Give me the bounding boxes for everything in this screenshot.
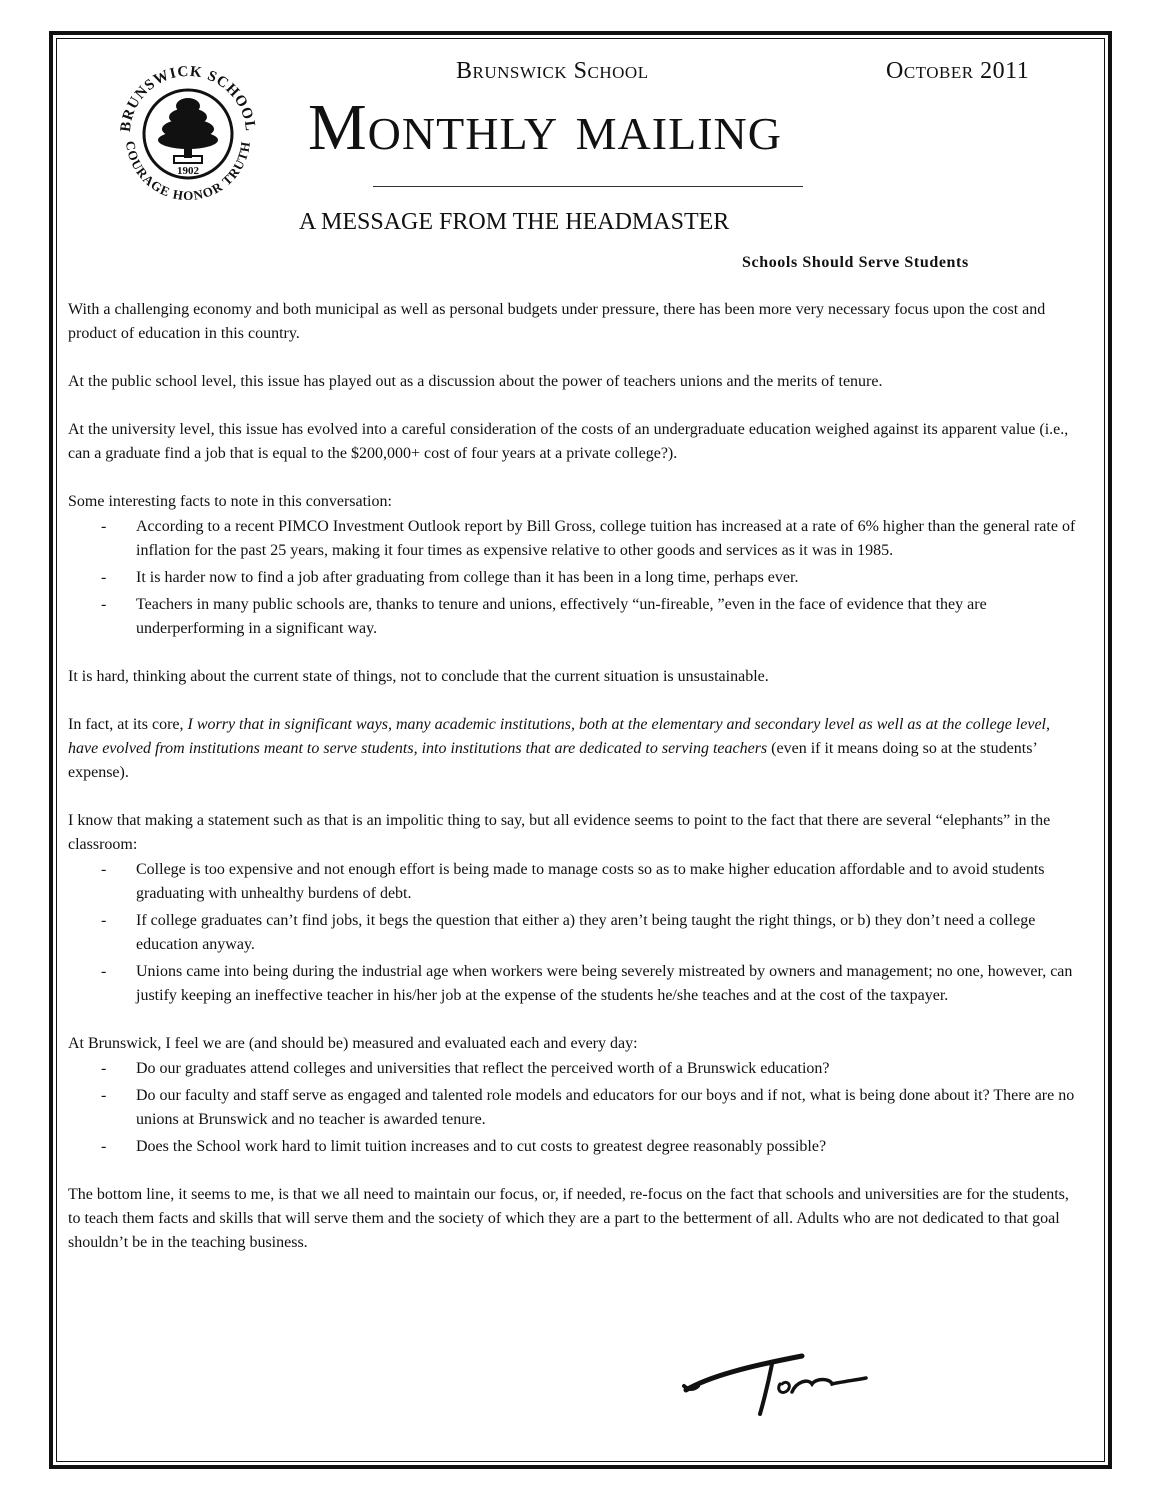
- list-item: - Does the School work hard to limit tuition increases and to cut costs to greatest degree reasonably possible?: [68, 1135, 1080, 1159]
- paragraph: At Brunswick, I feel we are (and should be) measured and evaluated each and every day:: [68, 1035, 638, 1052]
- school-seal-icon: [108, 54, 268, 214]
- paragraph: At the university level, this issue has evolved into a careful consideration of the costs of an undergraduate education weighed against its apparent value (i.e., can a graduate find a job that is equal to the $200,000+ cost of four years at a private college?).: [68, 421, 1069, 462]
- seal-year: 1902: [177, 165, 199, 177]
- list-item: - If college graduates can’t find jobs, it begs the question that either a) they aren’t being taught the right things, or b) they don’t need a college education anyway.: [68, 909, 1080, 957]
- paragraph: In fact, at its core, I worry that in significant ways, many academic institutions, both at the elementary and secondary level as well as at the college level, have evolved from institutions meant to serve students, into institutions that are dedicated to serving teachers (even if it means doing so at the students’ expense).: [68, 716, 1050, 781]
- list-item: - Teachers in many public schools are, thanks to tenure and unions, effectively “un-fireable, ”even in the face of evidence that they are underperforming in a significant way.: [68, 593, 1080, 641]
- signature: [680, 1334, 880, 1424]
- letter-body: [68, 298, 1080, 1279]
- bullet-dash: -: [101, 963, 107, 980]
- facts-list: [68, 515, 1080, 641]
- seal-bottom-text: COURAGE HONOR TRUTH: [122, 139, 254, 204]
- bullet-dash: -: [101, 518, 107, 535]
- bullet-dash: -: [101, 1138, 107, 1155]
- bullet-dash: -: [101, 912, 107, 929]
- list-item: - According to a recent PIMCO Investment Outlook report by Bill Gross, college tuition has increased at a rate of 6% higher than the general rate of inflation for the past 25 years, making it four times as expensive relative to other goods and services as it was in 1985.: [68, 515, 1080, 563]
- list-item: - Do our graduates attend colleges and universities that reflect the perceived worth of a Brunswick education?: [68, 1057, 1080, 1081]
- newsletter-title: Monthly mailing: [308, 91, 782, 164]
- list-item: - College is too expensive and not enough effort is being made to manage costs so as to make higher education affordable and to avoid students graduating with unhealthy burdens of debt.: [68, 858, 1080, 906]
- school-name: Brunswick School: [456, 58, 649, 84]
- issue-date: October 2011: [886, 58, 1030, 84]
- paragraph: The bottom line, it seems to me, is that we all need to maintain our focus, or, if needed, re-focus on the fact that schools and universities are for the students, to teach them facts and skills that will serve them and the society of which they are a part to the betterment of all. Adults who are not dedicated to that goal shouldn’t be in the teaching business.: [68, 1186, 1069, 1251]
- paragraph: With a challenging economy and both municipal as well as personal budgets under pressure, there has been more very necessary focus upon the cost and product of education in this country.: [68, 301, 1046, 342]
- questions-list: [68, 1057, 1080, 1159]
- emphasis-text: I worry that in significant ways, many academic institutions, both at the elementary and secondary level as well as at the college level, have evolved from institutions meant to serve students, into institutions that are dedicated to serving teachers: [68, 716, 1050, 757]
- bullet-dash: -: [101, 1060, 107, 1077]
- bullet-dash: -: [101, 569, 107, 586]
- list-item: - Unions came into being during the industrial age when workers were being severely mistreated by owners and management; no one, however, can justify keeping an ineffective teacher in his/her job at the expense of the students he/she teaches and at the cost of the taxpayer.: [68, 960, 1080, 1008]
- bullet-dash: -: [101, 861, 107, 878]
- list-item: - It is harder now to find a job after graduating from college than it has been in a long time, perhaps ever.: [68, 566, 1080, 590]
- section-heading: A MESSAGE FROM THE HEADMASTER: [299, 209, 730, 235]
- paragraph: It is hard, thinking about the current state of things, not to conclude that the current situation is unsustainable.: [68, 668, 769, 685]
- paragraph: At the public school level, this issue has played out as a discussion about the power of teachers unions and the merits of tenure.: [68, 373, 883, 390]
- list-item: - Do our faculty and staff serve as engaged and talented role models and educators for our boys and if not, what is being done about it? There are no unions at Brunswick and no teacher is awarded tenure.: [68, 1084, 1080, 1132]
- handwritten-signature-icon: [680, 1334, 880, 1424]
- seal-top-text: BRUNSWICK SCHOOL: [117, 63, 259, 133]
- title-divider: [373, 186, 803, 187]
- article-subtitle: Schools Should Serve Students: [742, 254, 969, 271]
- elephants-list: [68, 858, 1080, 1008]
- bullet-dash: -: [101, 1087, 107, 1104]
- paragraph: I know that making a statement such as that is an impolitic thing to say, but all evidence seems to point to the fact that there are several “elephants” in the classroom:: [68, 812, 1051, 853]
- bullet-dash: -: [101, 596, 107, 613]
- school-seal-logo: [108, 54, 268, 214]
- paragraph: Some interesting facts to note in this conversation:: [68, 493, 392, 510]
